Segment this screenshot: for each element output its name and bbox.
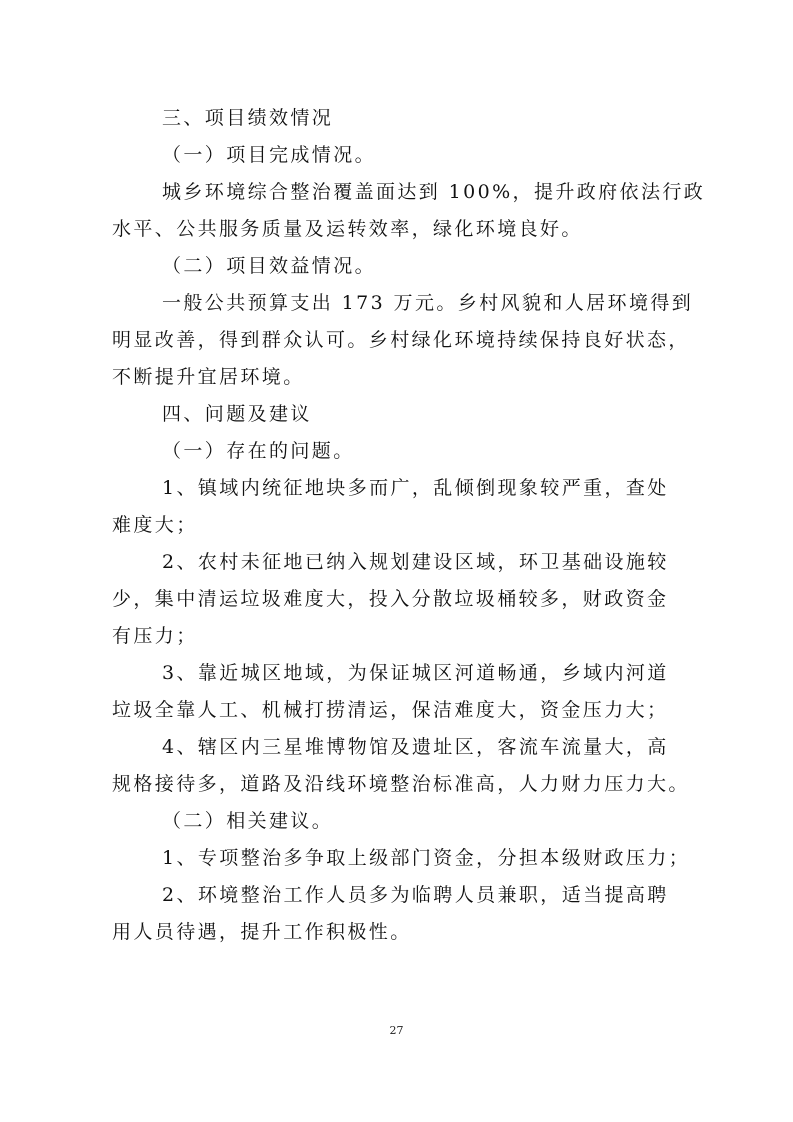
paragraph-line: 水平、公共服务质量及运转效率，绿化环境良好。 xyxy=(112,218,583,240)
paragraph-line: 城乡环境综合整治覆盖面达到 100%，提升政府依法行政 xyxy=(162,181,706,203)
list-item-line: 少，集中清运垃圾难度大，投入分散垃圾桶较多，财政资金 xyxy=(112,588,669,610)
list-item-line: 有压力； xyxy=(112,625,198,647)
list-item-line: 用人员待遇，提升工作积极性。 xyxy=(112,921,412,943)
subheading-completion: （一）项目完成情况。 xyxy=(162,144,377,166)
document-body xyxy=(112,100,706,951)
subheading-benefits: （二）项目效益情况。 xyxy=(162,255,377,277)
section-heading-issues: 四、问题及建议 xyxy=(162,403,312,425)
list-item-line: 3、靠近城区地域，为保证城区河道畅通，乡域内河道 xyxy=(162,662,669,684)
list-item-line: 2、农村未征地已纳入规划建设区域，环卫基础设施较 xyxy=(162,551,669,573)
list-item-line: 垃圾全靠人工、机械打捞清运，保洁难度大，资金压力大； xyxy=(112,699,669,721)
list-item-line: 规格接待多，道路及沿线环境整治标准高，人力财力压力大。 xyxy=(112,773,690,795)
list-item-line: 难度大； xyxy=(112,514,198,536)
page-number: 27 xyxy=(389,1024,404,1037)
subheading-suggestions: （二）相关建议。 xyxy=(162,810,334,832)
paragraph-line: 不断提升宜居环境。 xyxy=(112,366,305,388)
paragraph-line: 一般公共预算支出 173 万元。乡村风貌和人居环境得到 xyxy=(162,292,694,314)
list-item-line: 4、辖区内三星堆博物馆及遗址区，客流车流量大，高 xyxy=(162,736,669,758)
list-item-line: 2、环境整治工作人员多为临聘人员兼职，适当提高聘 xyxy=(162,884,669,906)
list-item-line: 1、专项整治多争取上级部门资金，分担本级财政压力； xyxy=(162,847,691,869)
list-item-line: 1、镇域内统征地块多而广，乱倾倒现象较严重，查处 xyxy=(162,477,669,499)
paragraph-line: 明显改善，得到群众认可。乡村绿化环境持续保持良好状态， xyxy=(112,329,690,351)
section-heading-performance: 三、项目绩效情况 xyxy=(162,107,334,129)
subheading-problems: （一）存在的问题。 xyxy=(162,440,355,462)
